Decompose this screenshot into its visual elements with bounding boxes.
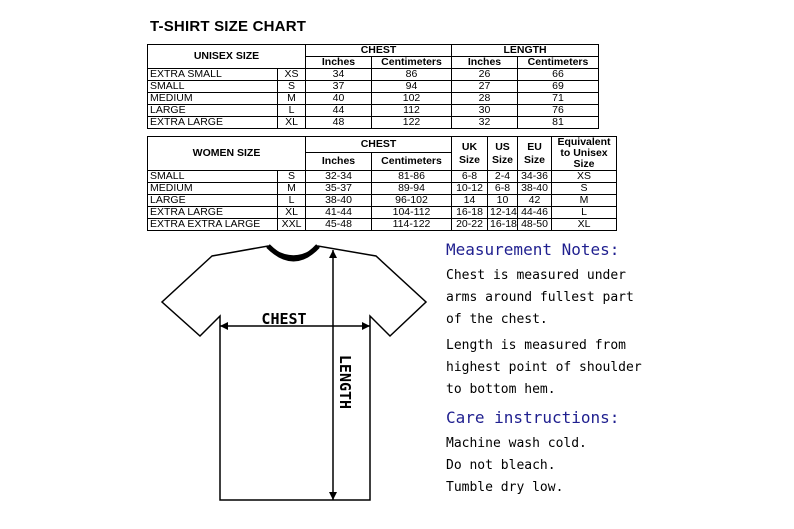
women-table-row <box>148 207 617 219</box>
women-code-cell: XXL <box>278 219 306 231</box>
unisex-len_in-cell: 26 <box>452 69 518 81</box>
unisex-table-row <box>148 105 599 117</box>
women-table-row <box>148 171 617 183</box>
unisex-code-cell: L <box>278 105 306 117</box>
care-instruction-line: Machine wash cold. <box>446 436 587 451</box>
women-equiv-cell: XL <box>552 219 617 231</box>
women-us-cell: 16-18 <box>488 219 518 231</box>
women-chest_cm-cell: 81-86 <box>372 171 452 183</box>
chest-arrow-right <box>362 322 370 330</box>
unisex-chest_cm-cell: 86 <box>372 69 452 81</box>
unisex-chest-inches-header: Inches <box>306 57 372 69</box>
women-chest_cm-cell: 104-112 <box>372 207 452 219</box>
care-instruction-line: Do not bleach. <box>446 458 556 473</box>
women-chest-cm-header: Centimeters <box>372 153 452 171</box>
care-instruction-line: Tumble dry low. <box>446 480 564 495</box>
measurement-note-line: arms around fullest part <box>446 290 634 305</box>
women-equiv-header: Equivalent to Unisex Size <box>552 137 617 171</box>
women-chest_in-cell: 45-48 <box>306 219 372 231</box>
measurement-note-line: to bottom hem. <box>446 382 556 397</box>
women-code-cell: L <box>278 195 306 207</box>
unisex-len_cm-cell: 71 <box>518 93 599 105</box>
unisex-table-row <box>148 117 599 129</box>
women-us-cell: 2-4 <box>488 171 518 183</box>
measurement-note-line: Chest is measured under <box>446 268 627 283</box>
unisex-chest_cm-cell: 122 <box>372 117 452 129</box>
unisex-name-cell: SMALL <box>148 81 278 93</box>
unisex-chest_in-cell: 48 <box>306 117 372 129</box>
women-us-cell: 10 <box>488 195 518 207</box>
unisex-len_in-cell: 27 <box>452 81 518 93</box>
women-equiv-cell: L <box>552 207 617 219</box>
unisex-len_in-cell: 28 <box>452 93 518 105</box>
unisex-code-cell: XS <box>278 69 306 81</box>
women-chest_in-cell: 32-34 <box>306 171 372 183</box>
unisex-code-cell: XL <box>278 117 306 129</box>
unisex-chest_cm-cell: 94 <box>372 81 452 93</box>
chest-label: CHEST <box>261 310 307 328</box>
women-code-cell: S <box>278 171 306 183</box>
unisex-len_in-cell: 30 <box>452 105 518 117</box>
measurement-notes-heading: Measurement Notes: <box>446 240 620 259</box>
unisex-chest-cm-header: Centimeters <box>372 57 452 69</box>
unisex-chest_in-cell: 34 <box>306 69 372 81</box>
women-uk-cell: 16-18 <box>452 207 488 219</box>
unisex-table-row <box>148 93 599 105</box>
unisex-table-row <box>148 81 599 93</box>
women-equiv-cell: M <box>552 195 617 207</box>
women-table-row <box>148 183 617 195</box>
unisex-len_cm-cell: 81 <box>518 117 599 129</box>
tshirt-outline <box>162 246 426 500</box>
unisex-chest_in-cell: 37 <box>306 81 372 93</box>
women-name-cell: MEDIUM <box>148 183 278 195</box>
women-chest-header: CHEST <box>306 137 452 153</box>
length-arrow-bottom <box>329 492 337 500</box>
measurement-note-line: highest point of shoulder <box>446 360 642 375</box>
women-eu-header: EU Size <box>518 137 552 171</box>
women-uk-cell: 6-8 <box>452 171 488 183</box>
care-instructions-heading: Care instructions: <box>446 408 620 427</box>
women-equiv-cell: XS <box>552 171 617 183</box>
unisex-chest_cm-cell: 112 <box>372 105 452 117</box>
unisex-chest_in-cell: 44 <box>306 105 372 117</box>
women-size-header: WOMEN SIZE <box>148 137 306 171</box>
women-name-cell: EXTRA EXTRA LARGE <box>148 219 278 231</box>
unisex-size-table <box>147 44 599 129</box>
unisex-len_cm-cell: 76 <box>518 105 599 117</box>
women-eu-cell: 38-40 <box>518 183 552 195</box>
unisex-chest_cm-cell: 102 <box>372 93 452 105</box>
unisex-length-cm-header: Centimeters <box>518 57 599 69</box>
women-table-row <box>148 195 617 207</box>
women-name-cell: SMALL <box>148 171 278 183</box>
women-chest_in-cell: 35-37 <box>306 183 372 195</box>
women-eu-cell: 42 <box>518 195 552 207</box>
women-chest_cm-cell: 89-94 <box>372 183 452 195</box>
women-us-cell: 6-8 <box>488 183 518 195</box>
chart-title: T-SHIRT SIZE CHART <box>150 18 307 35</box>
unisex-name-cell: LARGE <box>148 105 278 117</box>
unisex-chest_in-cell: 40 <box>306 93 372 105</box>
unisex-name-cell: EXTRA SMALL <box>148 69 278 81</box>
women-uk-cell: 10-12 <box>452 183 488 195</box>
women-code-cell: XL <box>278 207 306 219</box>
women-size-table <box>147 136 617 231</box>
chest-arrow-left <box>220 322 228 330</box>
women-eu-cell: 48-50 <box>518 219 552 231</box>
unisex-name-cell: MEDIUM <box>148 93 278 105</box>
unisex-code-cell: S <box>278 81 306 93</box>
women-chest_in-cell: 41-44 <box>306 207 372 219</box>
unisex-table-row <box>148 69 599 81</box>
length-label: LENGTH <box>336 354 354 410</box>
unisex-len_in-cell: 32 <box>452 117 518 129</box>
unisex-chest-header: CHEST <box>306 45 452 57</box>
women-name-cell: LARGE <box>148 195 278 207</box>
unisex-name-cell: EXTRA LARGE <box>148 117 278 129</box>
unisex-length-inches-header: Inches <box>452 57 518 69</box>
women-eu-cell: 34-36 <box>518 171 552 183</box>
women-chest_in-cell: 38-40 <box>306 195 372 207</box>
unisex-len_cm-cell: 69 <box>518 81 599 93</box>
women-uk-header: UK Size <box>452 137 488 171</box>
women-table-row <box>148 219 617 231</box>
measurement-note-line: Length is measured from <box>446 338 627 353</box>
women-chest-inches-header: Inches <box>306 153 372 171</box>
length-arrow-top <box>329 250 337 258</box>
tshirt-diagram <box>160 244 430 509</box>
women-uk-cell: 14 <box>452 195 488 207</box>
women-equiv-cell: S <box>552 183 617 195</box>
tshirt-collar <box>268 246 318 259</box>
women-uk-cell: 20-22 <box>452 219 488 231</box>
unisex-length-header: LENGTH <box>452 45 599 57</box>
measurement-note-line: of the chest. <box>446 312 548 327</box>
women-us-header: US Size <box>488 137 518 171</box>
women-chest_cm-cell: 96-102 <box>372 195 452 207</box>
women-chest_cm-cell: 114-122 <box>372 219 452 231</box>
women-us-cell: 12-14 <box>488 207 518 219</box>
unisex-size-header: UNISEX SIZE <box>148 45 306 69</box>
women-name-cell: EXTRA LARGE <box>148 207 278 219</box>
women-code-cell: M <box>278 183 306 195</box>
unisex-len_cm-cell: 66 <box>518 69 599 81</box>
women-eu-cell: 44-46 <box>518 207 552 219</box>
unisex-code-cell: M <box>278 93 306 105</box>
